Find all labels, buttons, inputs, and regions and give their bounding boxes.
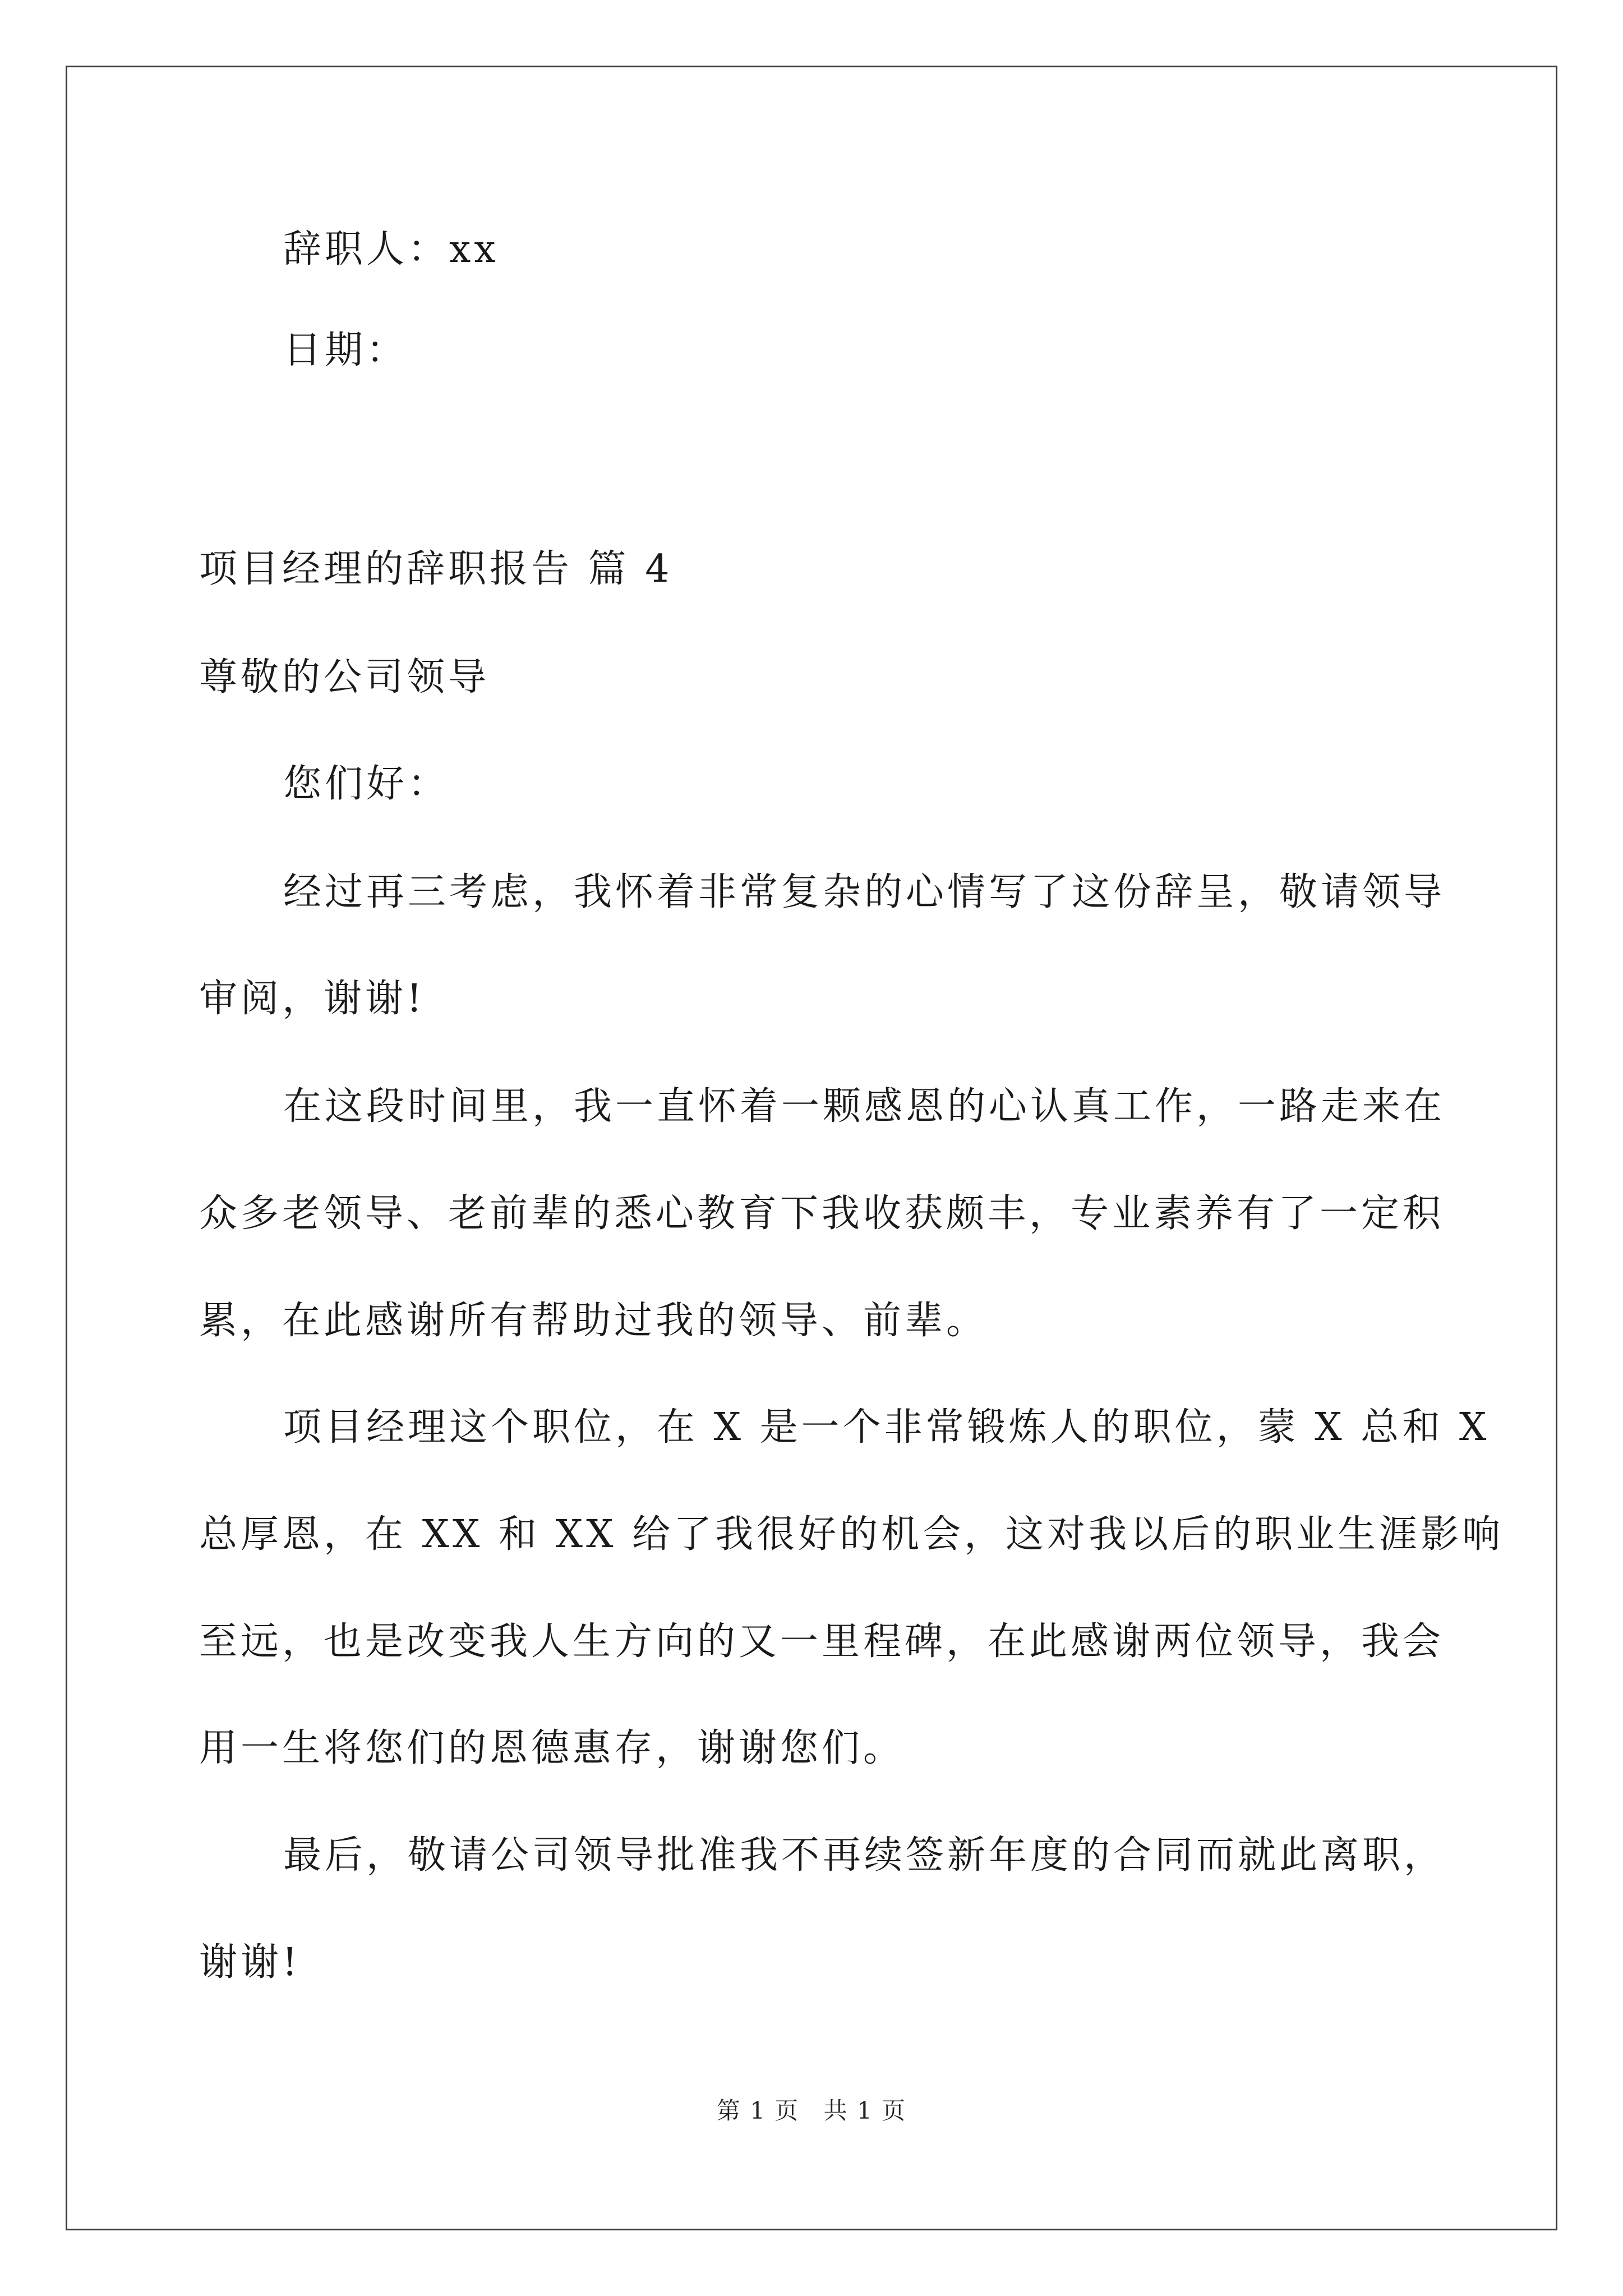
salutation: 尊敬的公司领导 <box>199 655 490 700</box>
section-heading: 项目经理的辞职报告 篇 4 <box>199 547 673 591</box>
page-number: 第 1 页 <box>716 2097 800 2124</box>
page-footer <box>0 2092 1623 2126</box>
paragraph-line: 最后，敬请公司领导批准我不再续签新年度的合同而就此离职， <box>283 1833 1446 1878</box>
paragraph-line: 经过再三考虑，我怀着非常复杂的心情写了这份辞呈，敬请领导 <box>283 870 1446 914</box>
paragraph-line: 在这段时间里，我一直怀着一颗感恩的心认真工作，一路走来在 <box>283 1084 1446 1129</box>
paragraph-line: 用一生将您们的恩德惠存，谢谢您们。 <box>199 1726 905 1770</box>
paragraph-line: 审阅，谢谢! <box>199 977 426 1021</box>
paragraph-line: 项目经理这个职位，在 X 是一个非常锻炼人的职位，蒙 X 总和 X <box>283 1405 1490 1450</box>
paragraph-line: 总厚恩，在 XX 和 XX 给了我很好的机会，这对我以后的职业生涯影响 <box>199 1512 1504 1557</box>
paragraph-line: 累，在此感谢所有帮助过我的领导、前辈。 <box>199 1299 988 1343</box>
page-total: 共 1 页 <box>823 2097 907 2124</box>
page-border <box>66 66 1557 2230</box>
date-line: 日期： <box>283 328 408 372</box>
paragraph-line: 谢谢! <box>199 1940 301 1985</box>
signer-line: 辞职人：xx <box>283 227 499 272</box>
paragraph-line: 至远，也是改变我人生方向的又一里程碑，在此感谢两位领导，我会 <box>199 1619 1445 1664</box>
greeting: 您们好： <box>283 762 450 806</box>
paragraph-line: 众多老领导、老前辈的悉心教育下我收获颇丰，专业素养有了一定积 <box>199 1191 1445 1236</box>
